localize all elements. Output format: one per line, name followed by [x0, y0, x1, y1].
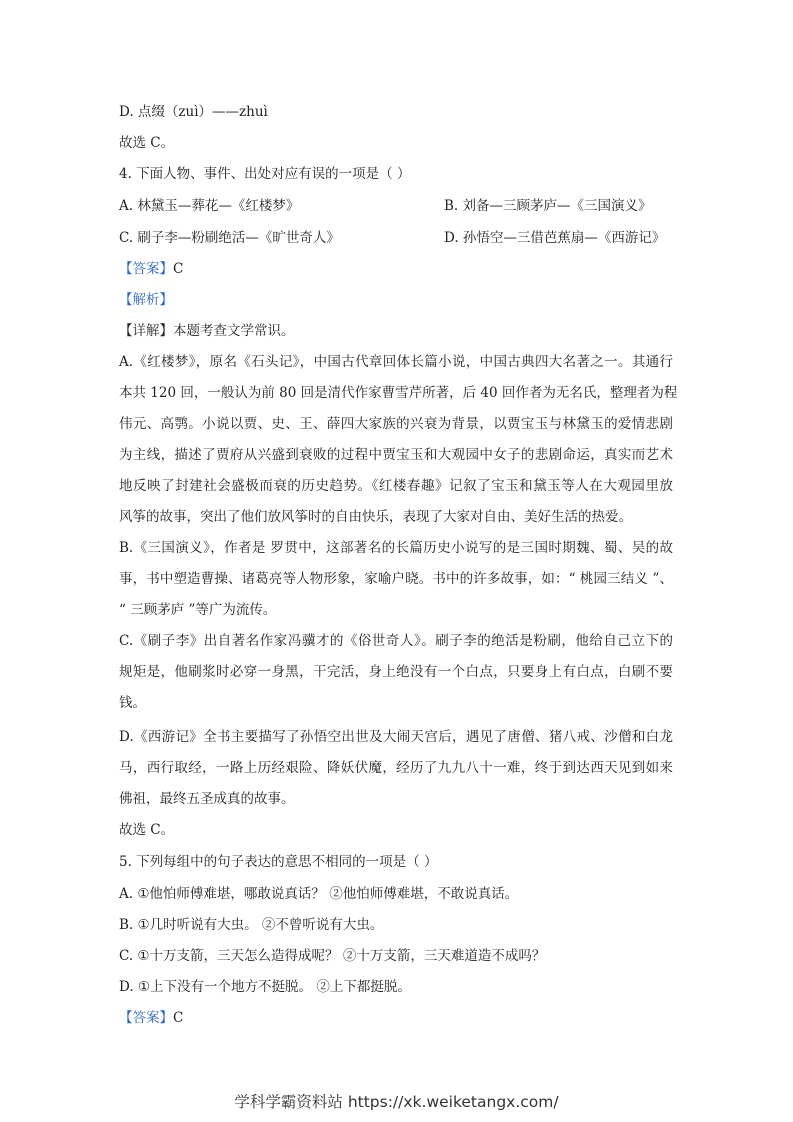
para-a-line-3: 伟元、高鹗。小说以贾、史、王、薛四大家族的兴衰为背景，以贾宝玉与林黛玉的爱情悲剧: [119, 416, 673, 432]
question-4: 4. 下面人物、事件、出处对应有误的一项是（ ）: [119, 166, 411, 182]
option-d-line: D. 点缀（zuì）——zhuì: [119, 104, 268, 120]
para-a-line-6: 风筝的故事，突出了他们放风筝时的自由快乐，表现了大家对自由、美好生活的热爱。: [119, 509, 632, 525]
para-a-line-2: 本共 120 回，一般认为前 80 回是清代作家曹雪芹所著，后 40 回作者为无名氏，整理者为程: [119, 385, 678, 401]
answer-choice-line-2: 故选 C。: [119, 822, 175, 838]
question-5: 5. 下列每组中的句子表达的意思不相同的一项是（ ）: [119, 854, 438, 870]
detail-tag: 【详解】: [119, 323, 173, 339]
para-a-line-5: 地反映了封建社会盛极而衰的历史趋势。《红楼春趣》记叙了宝玉和黛玉等人在大观园里放: [119, 478, 673, 494]
q4-option-c: C. 刷子李—粉刷绝活—《旷世奇人》: [119, 230, 340, 246]
para-a-line-1: A.《红楼梦》，原名《石头记》，中国古代章回体长篇小说，中国古典四大名著之一。其通行: [119, 354, 673, 370]
para-d-line-2: 马，西行取经，一路上历经艰险、降妖伏魔，经历了九九八十一难，终于到达西天见到如来: [119, 760, 673, 776]
q4-option-b: B. 刘备—三顾茅庐—《三国演义》: [444, 198, 652, 214]
answer-value-2: C: [173, 1010, 184, 1026]
q5-option-d: D. ①上下没有一个地方不挺脱。 ②上下都挺脱。: [119, 979, 411, 995]
para-c-line-3: 钱。: [119, 695, 146, 711]
q4-option-a: A. 林黛玉—葬花—《红楼梦》: [119, 198, 300, 214]
q5-option-a: A. ①他怕师傅难堪，哪敢说真话？ ②他怕师傅难堪，不敢说真话。: [119, 886, 519, 902]
para-d-line-1: D.《西游记》全书主要描写了孙悟空出世及大闹天宫后，遇见了唐僧、猪八戒、沙僧和白龙: [119, 729, 673, 745]
para-b-line-1: B.《三国演义》，作者是 罗贯中，这部著名的长篇历史小说写的是三国时期魏、蜀、吴的故: [119, 540, 673, 556]
para-c-line-2: 规矩是，他刷浆时必穿一身黑，干完活，身上绝没有一个白点，只要身上有白点，白刷不要: [119, 664, 673, 680]
answer-tag: 【答案】: [119, 261, 173, 277]
para-d-line-3: 佛祖，最终五圣成真的故事。: [119, 791, 295, 807]
q4-option-d: D. 孙悟空—三借芭蕉扇—《西游记》: [444, 230, 666, 246]
para-b-line-3: “ 三顾茅庐 ”等广为流传。: [119, 602, 277, 618]
q5-option-c: C. ①十万支箭，三天怎么造得成呢？ ②十万支箭，三天难道造不成吗？: [119, 948, 546, 964]
analysis-tag: 【解析】: [119, 292, 173, 308]
answer-tag-2: 【答案】: [119, 1010, 173, 1026]
answer-choice-line: 故选 C。: [119, 135, 175, 151]
answer-value: C: [173, 261, 184, 277]
detail-line: [119, 321, 295, 341]
para-c-line-1: C.《刷子李》出自著名作家冯骥才的《俗世奇人》。刷子李的绝活是粉刷，他给自己立下的: [119, 633, 673, 649]
q5-option-b: B. ①几时听说有大虫。 ②不曾听说有大虫。: [119, 917, 384, 933]
para-a-line-4: 为主线，描述了贾府从兴盛到衰败的过程中贾宝玉和大观园中女子的悲剧命运，真实而艺术: [119, 447, 673, 463]
answer-line: [119, 259, 183, 279]
para-b-line-2: 事，书中塑造曹操、诸葛亮等人物形象，家喻户晓。书中的许多故事，如：“ 桃园三结义 ”、: [119, 571, 673, 587]
answer-line-2: [119, 1008, 183, 1028]
footer-watermark: 学科学霸资料站 https://xk.weiketangx.com/: [234, 1093, 559, 1111]
detail-text: 本题考查文学常识。: [173, 323, 295, 339]
